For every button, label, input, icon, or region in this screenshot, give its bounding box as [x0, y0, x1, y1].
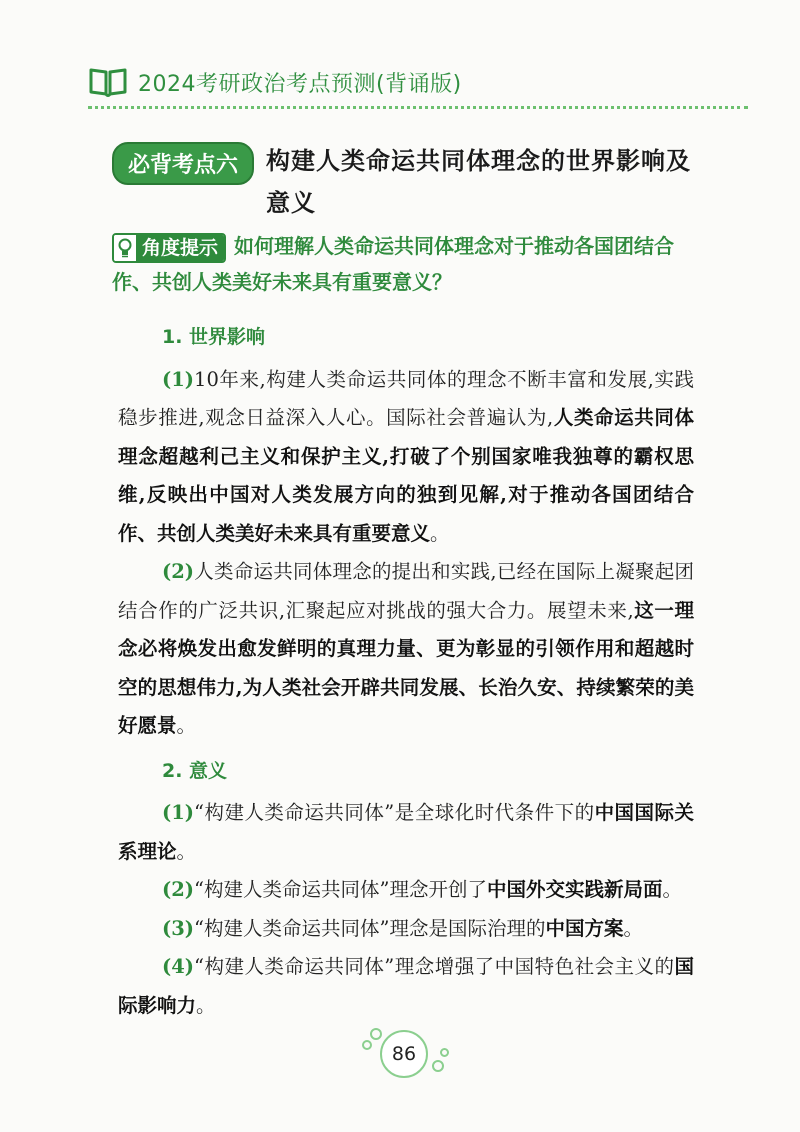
decorative-dot [440, 1048, 449, 1057]
key-point-title [266, 140, 691, 224]
paragraph-text: 。 [662, 878, 683, 901]
book-icon [88, 66, 128, 98]
decorative-dot [432, 1060, 444, 1072]
bold-text: 人类命运共同体理念超越利己主义和保护主义,打破了个别国家唯我独尊的霸权思维,反映出中国对人类发展方向的独到见解,对于推动各国团结合作、共创人类美好未来具有重要意义 [118, 406, 694, 545]
decorative-dot [362, 1040, 372, 1050]
angle-hint [112, 228, 702, 300]
hint-text: 如何理解人类命运共同体理念对于推动各国团结合作、共创人类美好未来具有重要意义？ [112, 234, 675, 294]
section-heading-significance: 2. 意义 [162, 759, 228, 782]
paragraph-text: “构建人类命运共同体”理念开创了 [194, 878, 487, 901]
page-header [88, 66, 462, 98]
section-heading-world-influence: 1. 世界影响 [162, 326, 266, 348]
header-divider [88, 106, 748, 109]
key-point-badge: 必背考点六 [112, 142, 254, 185]
paragraph-text: 。 [430, 521, 450, 545]
item-number: (4) [162, 955, 195, 978]
bold-text: 中国方案 [545, 916, 624, 940]
lightbulb-icon [114, 235, 136, 261]
key-point-title-line1: 构建人类命运共同体理念的世界影响及 [266, 147, 692, 175]
paragraph-text: 。 [196, 993, 216, 1017]
hint-label: 角度提示 [136, 235, 224, 261]
paragraph-text: 。 [623, 916, 644, 940]
paragraph-text: 。 [176, 839, 197, 863]
paragraph-text: “构建人类命运共同体”是全球化时代条件下的 [194, 801, 595, 824]
paragraph [118, 910, 694, 949]
bold-text: 这一理念必将焕发出愈发鲜明的真理力量、更为彰显的引领作用和超越时空的思想伟力,为人类社会开辟共同发展、长治久安、持续繁荣的美好愿景 [118, 598, 694, 737]
paragraph [118, 553, 694, 746]
paragraph-text: “构建人类命运共同体”理念是国际治理的 [194, 916, 546, 940]
bold-text: 国际影响力 [118, 955, 694, 1017]
key-point-heading [112, 140, 712, 224]
paragraph [118, 361, 694, 554]
item-number: (2) [162, 560, 195, 583]
paragraph-text: 10年来,构建人类命运共同体的理念不断丰富和发展,实践稳步推进,观念日益深入人心。国际社会普遍认为, [118, 367, 694, 429]
hint-badge [112, 233, 226, 263]
item-number: (2) [162, 878, 195, 901]
bold-text: 中国国际关系理论 [118, 801, 694, 863]
paragraph [118, 871, 694, 910]
paragraph [118, 794, 694, 871]
item-number: (1) [162, 801, 195, 824]
paragraph-text: 人类命运共同体理念的提出和实践,已经在国际上凝聚起团结合作的广泛共识,汇聚起应对挑战的强大合力。展望未来, [118, 560, 694, 622]
item-number: (1) [162, 367, 195, 391]
key-point-title-line2: 意义 [266, 189, 317, 217]
main-content [118, 318, 694, 1025]
header-title: 2024考研政治考点预测(背诵版) [138, 71, 462, 97]
paragraph [118, 948, 694, 1025]
decorative-dot [370, 1028, 382, 1040]
paragraph-text: “构建人类命运共同体”理念增强了中国特色社会主义的 [194, 955, 675, 978]
page-number: 86 [380, 1030, 428, 1078]
item-number: (3) [162, 916, 195, 940]
bold-text: 中国外交实践新局面 [486, 878, 663, 901]
paragraph-text: 。 [176, 714, 197, 737]
